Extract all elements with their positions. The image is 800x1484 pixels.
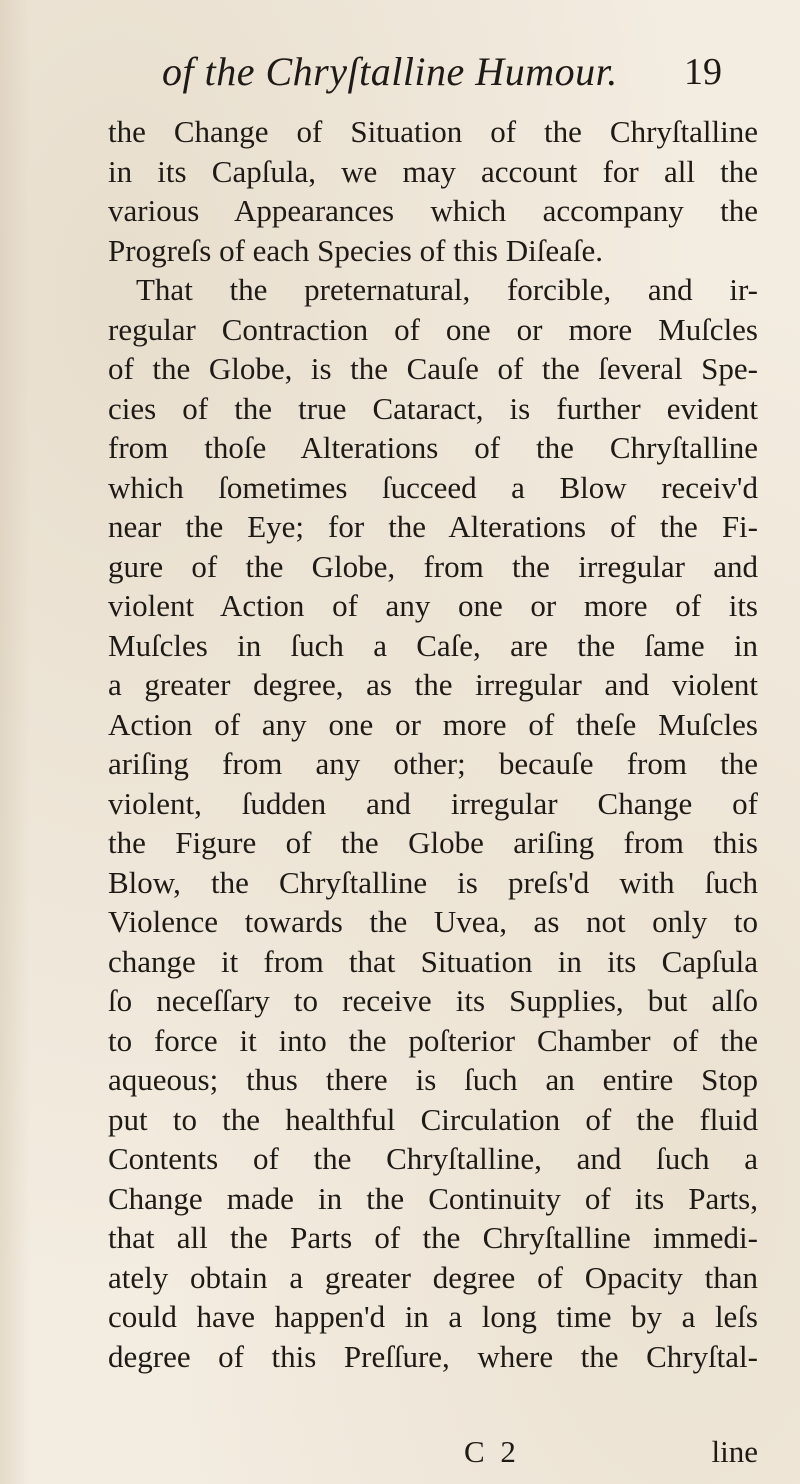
text-line: that all the Parts of the Chryſtalline immedi- xyxy=(108,1220,758,1255)
text-line: violent Action of any one or more of its xyxy=(108,588,758,623)
text-line: Violence towards the Uvea, as not only to xyxy=(108,904,758,939)
signature-mark: C 2 xyxy=(464,1434,520,1469)
catchword: line xyxy=(711,1434,758,1469)
text-line: Blow, the Chryſtalline is preſs'd with ſuch xyxy=(108,864,758,900)
text-line-paragraph-end: Progreſs of each Species of this Diſeaſe. xyxy=(108,232,603,268)
text-line: which ſometimes ſucceed a Blow receiv'd xyxy=(108,469,758,505)
text-line: gure of the Globe, from the irregular and xyxy=(108,548,758,584)
body-text xyxy=(108,112,758,1376)
text-line: the Change of Situation of the Chryſtalline xyxy=(108,114,758,149)
page-number: 19 xyxy=(684,51,722,93)
text-line: from thoſe Alterations of the Chryſtalline xyxy=(108,430,758,465)
text-line: Action of any one or more of theſe Muſcles xyxy=(108,706,758,742)
text-line: a greater degree, as the irregular and violent xyxy=(108,667,758,702)
text-line: Change made in the Continuity of its Parts, xyxy=(108,1180,758,1216)
text-line: various Appearances which accompany the xyxy=(108,193,758,228)
text-line: could have happen'd in a long time by a leſs xyxy=(108,1299,758,1334)
text-line: ately obtain a greater degree of Opacity than xyxy=(108,1259,758,1295)
text-line: Contents of the Chryſtalline, and ſuch a xyxy=(108,1141,758,1176)
text-line: put to the healthful Circulation of the fluid xyxy=(108,1101,758,1137)
text-line-paragraph-start: That the preternatural, forcible, and ir- xyxy=(136,272,758,307)
text-line: Muſcles in ſuch a Caſe, are the ſame in xyxy=(108,627,758,663)
text-line: of the Globe, is the Cauſe of the ſeveral Spe- xyxy=(108,351,758,386)
text-line: the Figure of the Globe ariſing from this xyxy=(108,825,758,860)
running-title: of the Chryſtalline Humour. xyxy=(162,49,618,94)
text-line: in its Capſula, we may account for all the xyxy=(108,153,758,189)
text-line: near the Eye; for the Alterations of the Fi- xyxy=(108,509,758,544)
text-line: regular Contraction of one or more Muſcles xyxy=(108,311,758,347)
text-line: to force it into the poſterior Chamber of the xyxy=(108,1022,758,1058)
text-line: ſo neceſſary to receive its Supplies, but alſo xyxy=(108,983,758,1018)
text-line: change it from that Situation in its Capſula xyxy=(108,943,758,979)
text-line: degree of this Preſſure, where the Chryſtal- xyxy=(108,1338,758,1374)
text-line: aqueous; thus there is ſuch an entire Stop xyxy=(108,1062,758,1097)
text-line: violent, ſudden and irregular Change of xyxy=(108,785,758,821)
page-footer xyxy=(108,1432,758,1472)
text-line: cies of the true Cataract, is further evident xyxy=(108,390,758,426)
text-line: ariſing from any other; becauſe from the xyxy=(108,746,758,781)
running-head xyxy=(162,44,722,100)
